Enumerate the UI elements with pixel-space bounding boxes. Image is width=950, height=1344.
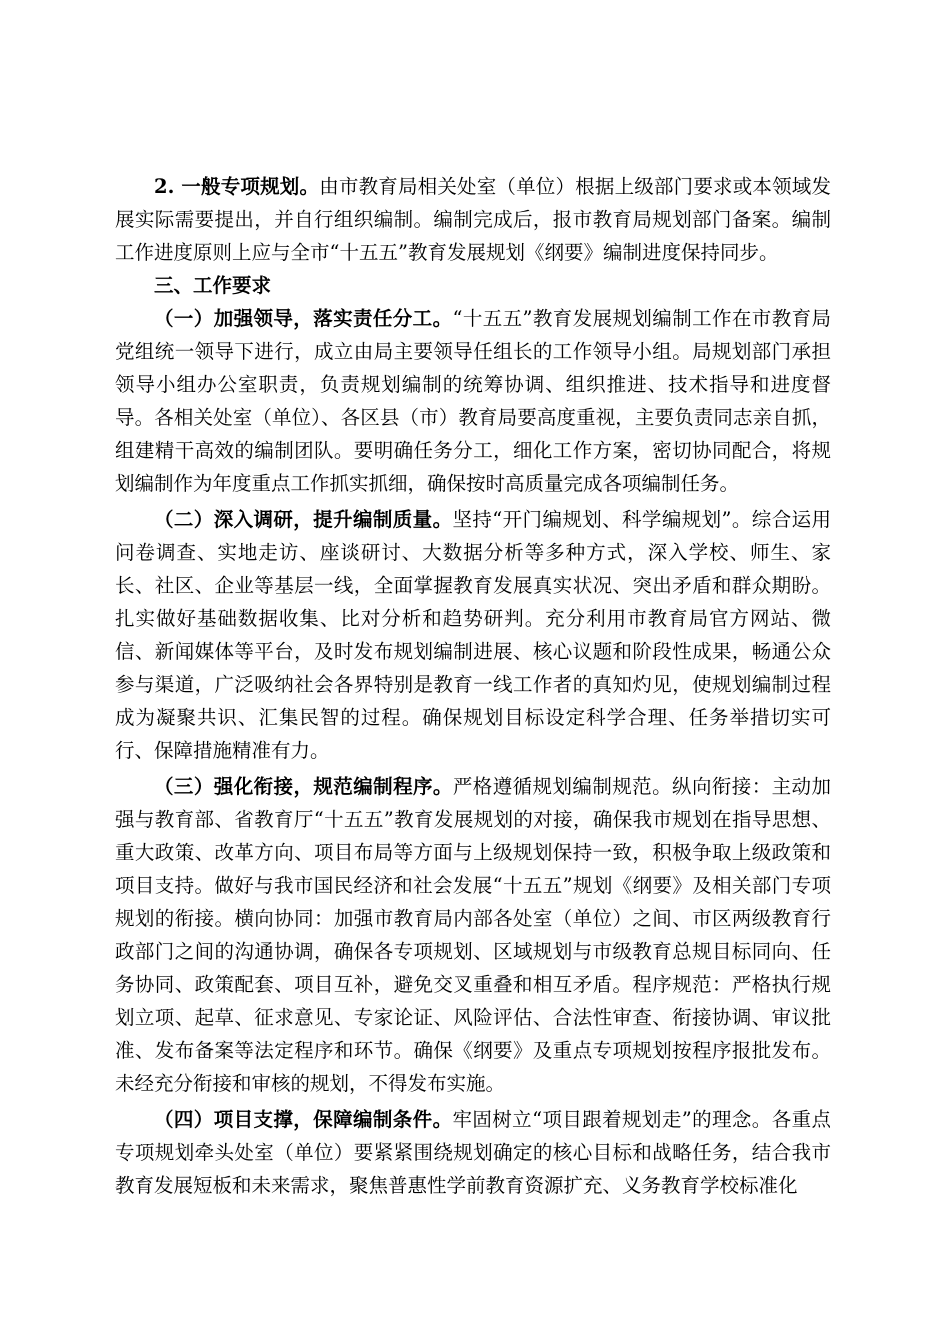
paragraph-heading: 2. 一般专项规划。	[154, 175, 320, 198]
paragraph-heading: （三）强化衔接，规范编制程序。	[154, 775, 453, 798]
paragraph-coordination	[115, 770, 831, 1100]
paragraph-body: 牢固树立“项目跟着规划走”的理念。各重点专项规划牵头处室（单位）要紧紧围绕规划确定的核心目标和战略任务，结合我市教育发展短板和未来需求，聚焦普惠性学前教育资源扩充、义务教育学校标准化	[115, 1108, 831, 1197]
paragraph-body: 由市教育局相关处室（单位）根据上级部门要求或本领域发展实际需要提出，并自行组织编制。编制完成后，报市教育局规划部门备案。编制工作进度原则上应与全市“十五五”教育发展规划《纲要》编制进度保持同步。	[115, 175, 831, 264]
paragraph-project-support	[115, 1103, 831, 1202]
paragraph-heading: （一）加强领导，落实责任分工。	[154, 307, 453, 330]
paragraph-general-special-plan	[115, 170, 831, 269]
paragraph-research	[115, 503, 831, 767]
paragraph-heading: （四）项目支撑，保障编制条件。	[154, 1108, 453, 1131]
paragraph-body: “十五五”教育发展规划编制工作在市教育局党组统一领导下进行，成立由局主要领导任组长的工作领导小组。局规划部门承担领导小组办公室职责，负责规划编制的统筹协调、组织推进、技术指导和进度督导。各相关处室（单位）、各区县（市）教育局要高度重视，主要负责同志亲自抓，组建精干高效的编制团队。要明确任务分工，细化工作方案，密切协同配合，将规划编制作为年度重点工作抓实抓细，确保按时高质量完成各项编制任务。	[115, 307, 831, 495]
paragraph-leadership	[115, 302, 831, 500]
paragraph-body: 坚持“开门编规划、科学编规划”。综合运用问卷调查、实地走访、座谈研讨、大数据分析等多种方式，深入学校、师生、家长、社区、企业等基层一线，全面掌握教育发展真实状况、突出矛盾和群众期盼。扎实做好基础数据收集、比对分析和趋势研判。充分利用市教育局官方网站、微信、新闻媒体等平台，及时发布规划编制进展、核心议题和阶段性成果，畅通公众参与渠道，广泛吸纳社会各界特别是教育一线工作者的真知灼见，使规划编制过程成为凝聚共识、汇集民智的过程。确保规划目标设定科学合理、任务举措切实可行、保障措施精准有力。	[115, 508, 831, 762]
paragraph-body: 严格遵循规划编制规范。纵向衔接：主动加强与教育部、省教育厅“十五五”教育发展规划的对接，确保我市规划在指导思想、重大政策、改革方向、项目布局等方面与上级规划保持一致，积极争取上级政策和项目支持。做好与我市国民经济和社会发展“十五五”规划《纲要》及相关部门专项规划的衔接。横向协同：加强市教育局内部各处室（单位）之间、市区两级教育行政部门之间的沟通协调，确保各专项规划、区域规划与市级教育总规目标同向、任务协同、政策配套、项目互补，避免交叉重叠和相互矛盾。程序规范：严格执行规划立项、起草、征求意见、专家论证、风险评估、合法性审查、衔接协调、审议批准、发布备案等法定程序和环节。确保《纲要》及重点专项规划按程序报批发布。未经充分衔接和审核的规划，不得发布实施。	[115, 775, 831, 1095]
section-title: 三、工作要求	[154, 274, 272, 297]
paragraph-heading: （二）深入调研，提升编制质量。	[154, 508, 453, 531]
document-page	[115, 170, 831, 1202]
